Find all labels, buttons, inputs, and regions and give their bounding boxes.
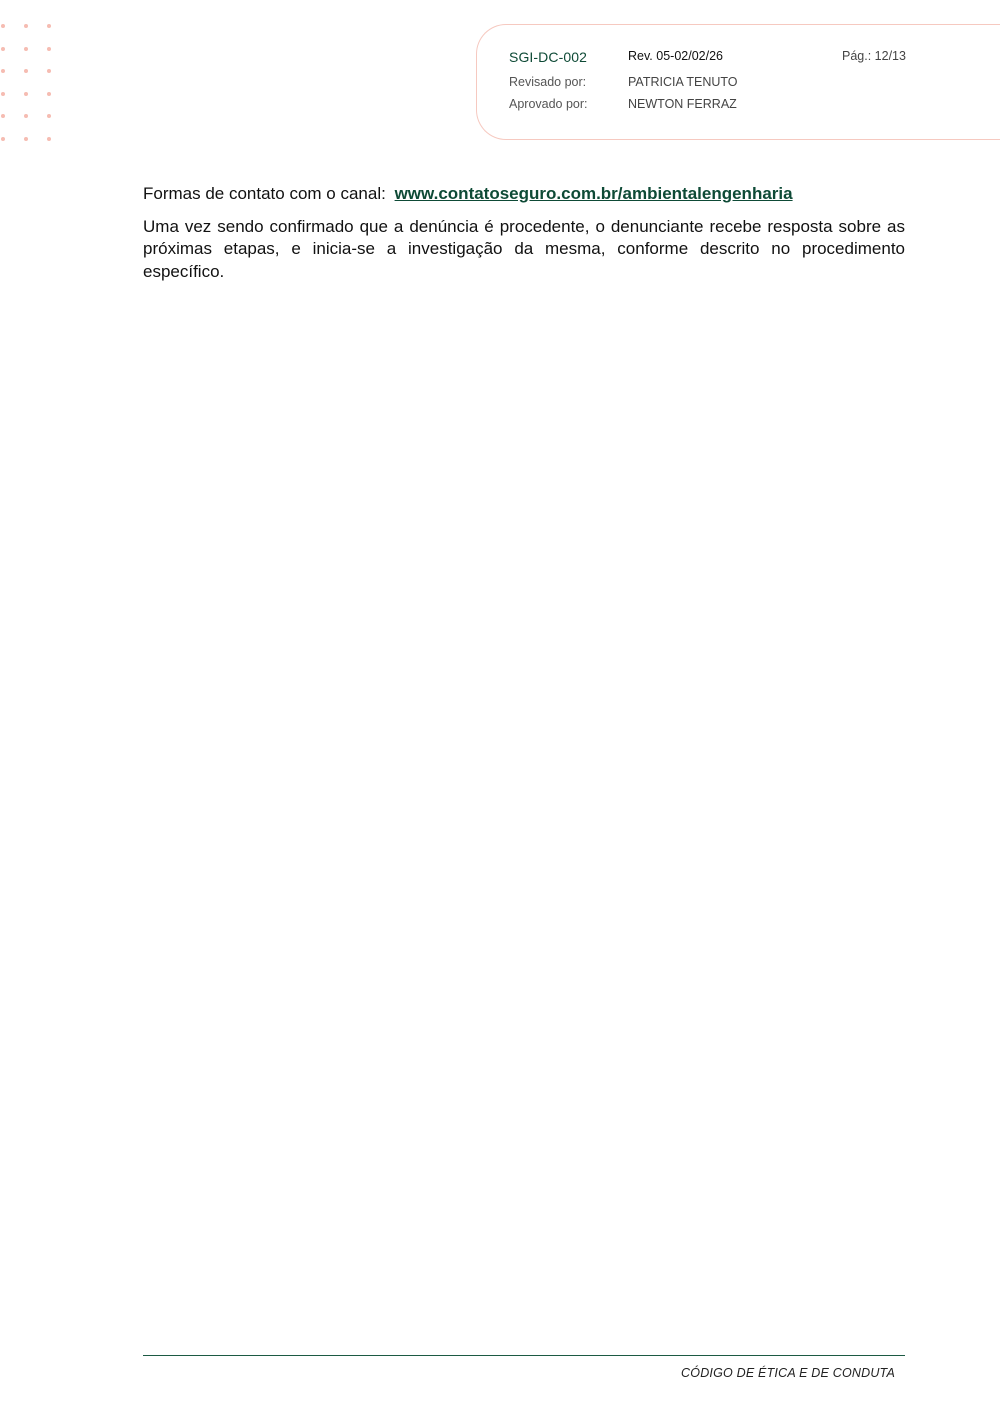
approved-by-value: NEWTON FERRAZ bbox=[628, 97, 737, 111]
dot bbox=[24, 114, 28, 118]
footer-title: CÓDIGO DE ÉTICA E DE CONDUTA bbox=[681, 1366, 895, 1380]
revision-info: Rev. 05-02/02/26 bbox=[628, 49, 723, 63]
page-number: Pág.: 12/13 bbox=[842, 49, 906, 63]
reviewed-by-label: Revisado por: bbox=[509, 75, 587, 89]
dot bbox=[1, 114, 5, 118]
dot bbox=[24, 92, 28, 96]
document-code: SGI-DC-002 bbox=[509, 49, 588, 65]
dot bbox=[1, 92, 5, 96]
approved-by-label: Aprovado por: bbox=[509, 97, 588, 111]
contact-line bbox=[143, 183, 905, 206]
dot bbox=[47, 24, 51, 28]
document-body bbox=[143, 183, 905, 283]
dot bbox=[24, 137, 28, 141]
dot bbox=[1, 137, 5, 141]
dot bbox=[47, 47, 51, 51]
dot bbox=[24, 69, 28, 73]
decorative-dot-grid bbox=[1, 24, 57, 144]
dot bbox=[1, 69, 5, 73]
dot bbox=[24, 47, 28, 51]
dot bbox=[24, 24, 28, 28]
footer-divider bbox=[143, 1355, 905, 1356]
dot bbox=[47, 69, 51, 73]
body-paragraph: Uma vez sendo confirmado que a denúncia é procedente, o denunciante recebe resposta sobre as próximas etapas, e inicia-se a investigação da mesma, conforme descrito no procedimento específico. bbox=[143, 216, 905, 281]
dot bbox=[47, 92, 51, 96]
contact-label: Formas de contato com o canal: bbox=[143, 184, 386, 203]
contact-link[interactable]: www.contatoseguro.com.br/ambientalengenharia bbox=[394, 184, 793, 203]
dot bbox=[1, 47, 5, 51]
reviewed-by-value: PATRICIA TENUTO bbox=[628, 75, 738, 89]
dot bbox=[1, 24, 5, 28]
dot bbox=[47, 114, 51, 118]
dot bbox=[47, 137, 51, 141]
